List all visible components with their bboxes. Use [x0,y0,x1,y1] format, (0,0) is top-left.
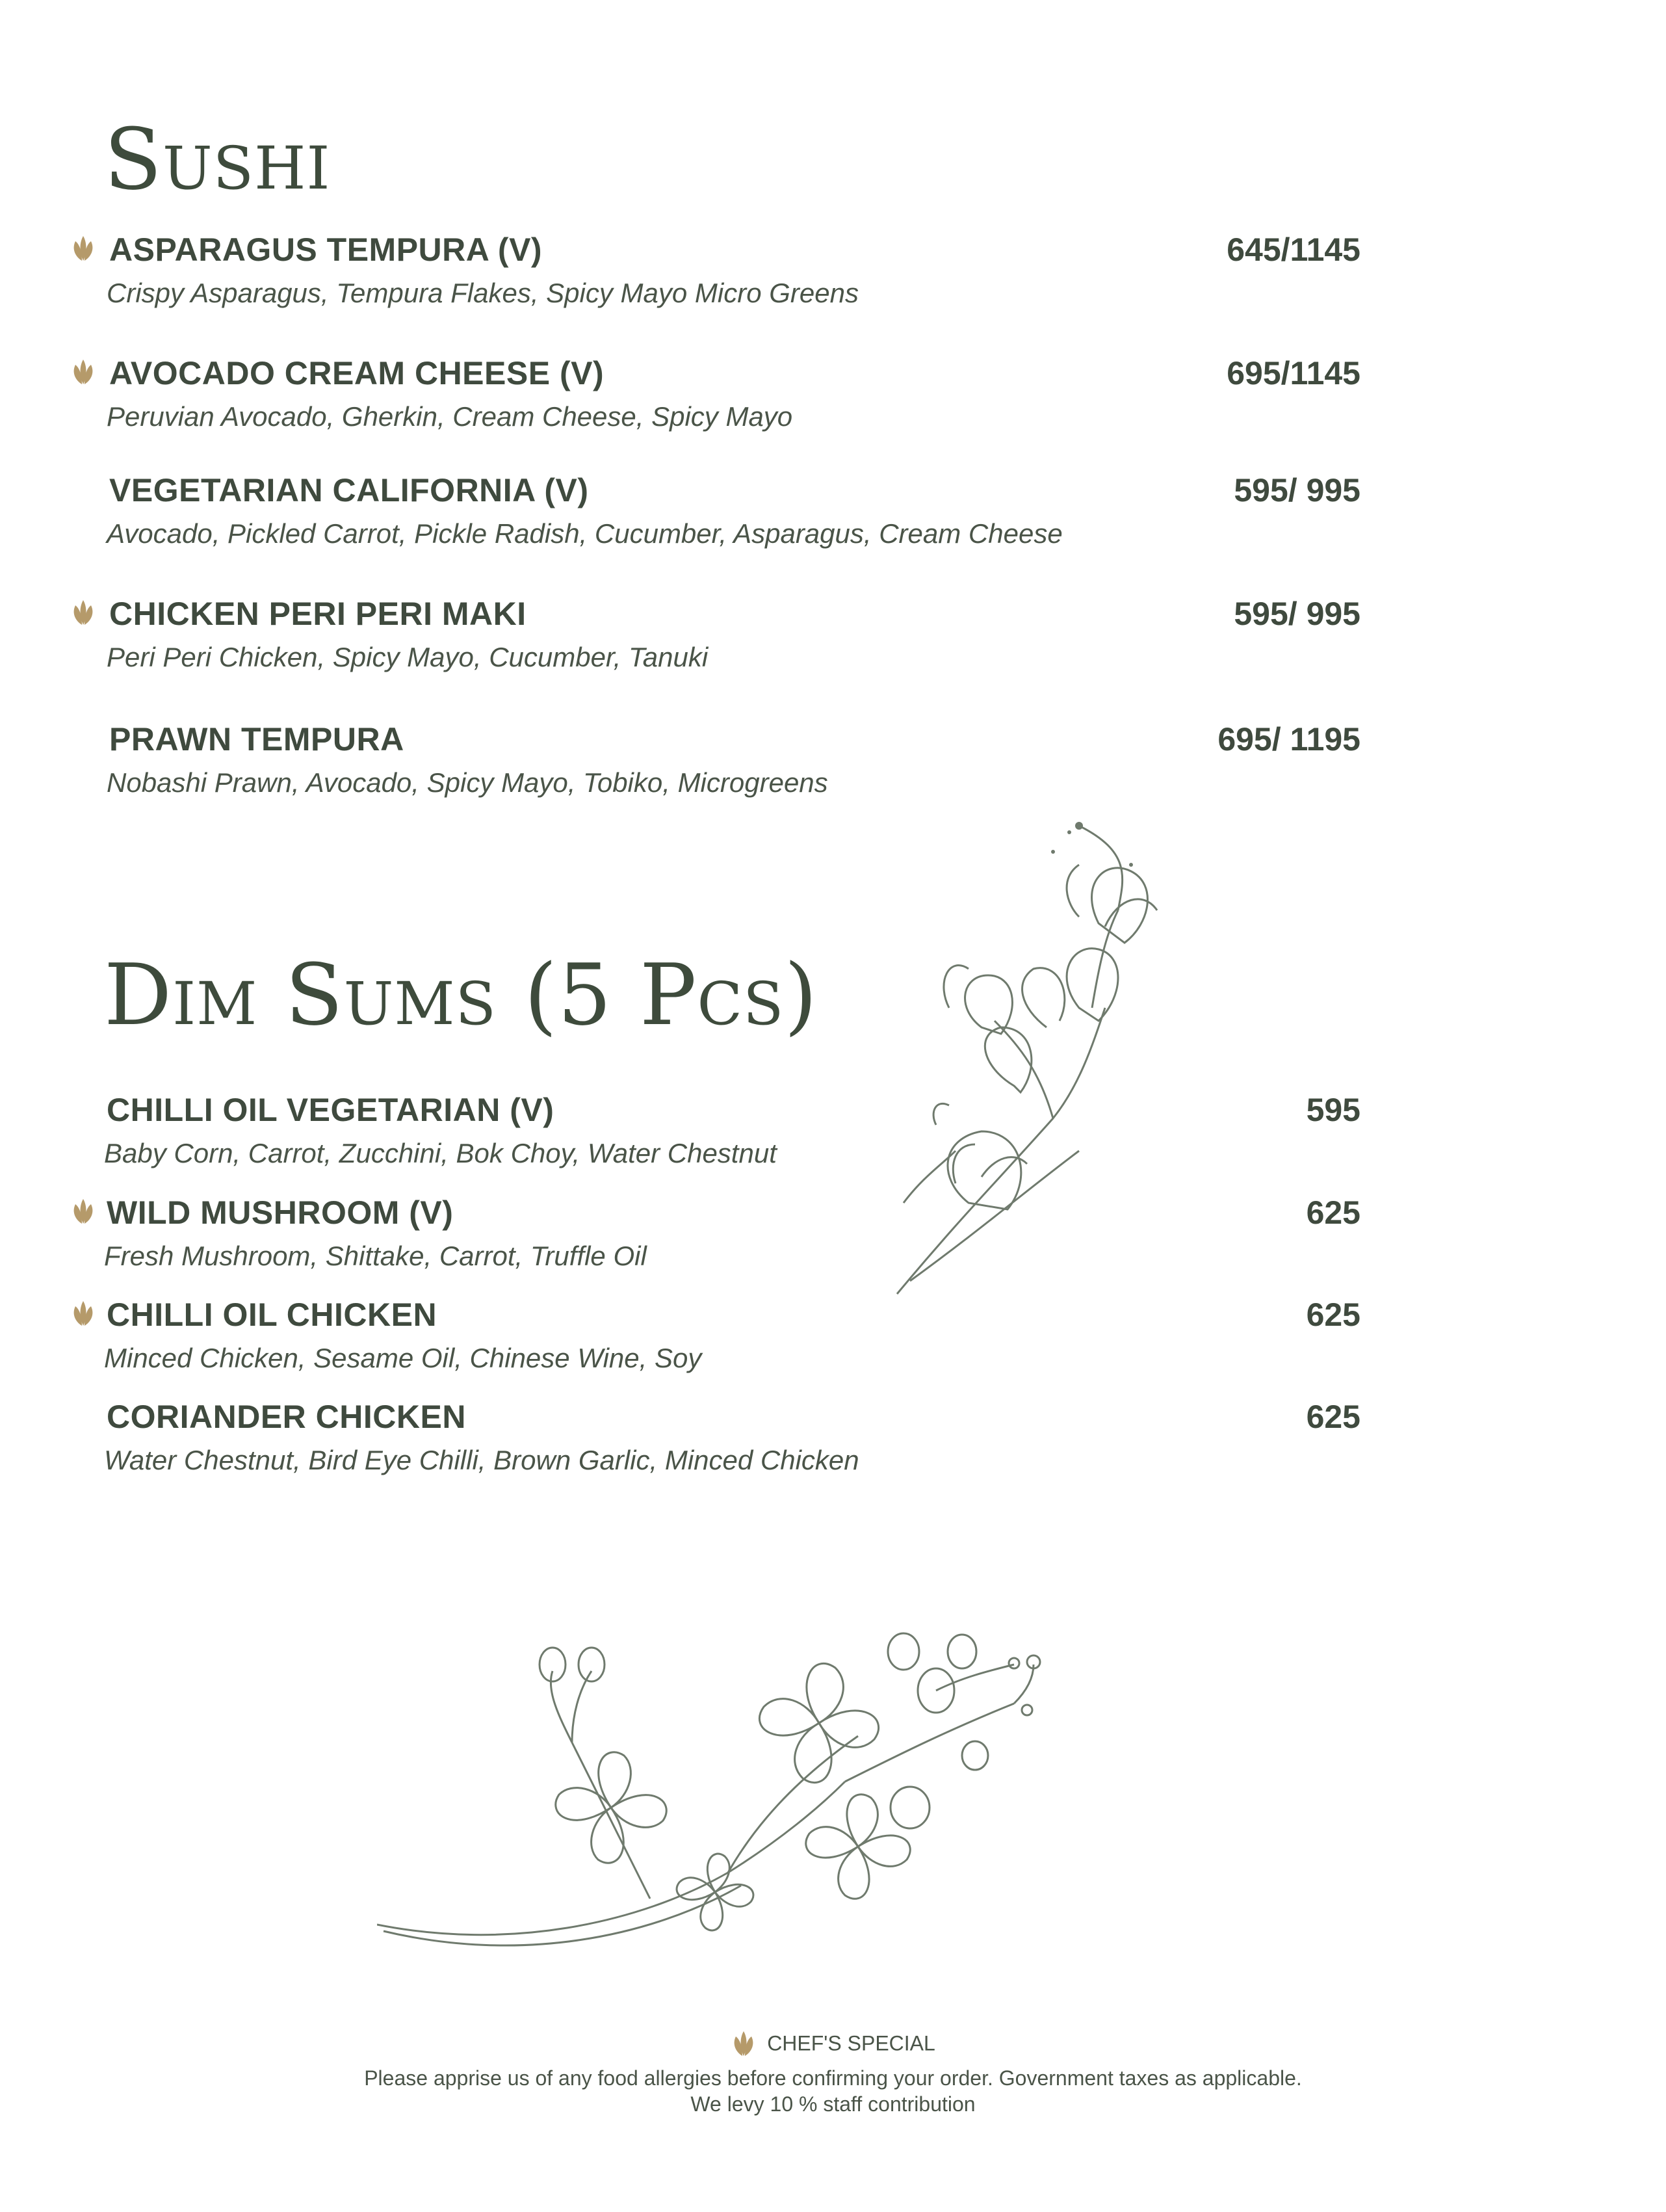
section-title-sushi: Sushi [104,110,331,209]
menu-item-price: 625 [1306,1297,1360,1333]
menu-item-description: Nobashi Prawn, Avocado, Spicy Mayo, Tobiko, Microgreens [107,767,828,798]
menu-item [0,231,1666,322]
menu-item [0,1296,1666,1387]
menu-item [0,354,1666,445]
menu-item-description: Crispy Asparagus, Tempura Flakes, Spicy Mayo Micro Greens [107,278,859,308]
lotus-icon [70,233,96,263]
cherry-blossom-branch-illustration [377,1613,1060,1964]
menu-item-name: CHILLI OIL CHICKEN [107,1297,437,1333]
menu-item [0,1398,1666,1489]
menu-item [0,1091,1666,1182]
menu-item-description: Minced Chicken, Sesame Oil, Chinese Wine, Soy [104,1343,702,1373]
chef-special-label: CHEF'S SPECIAL [767,2031,935,2055]
menu-item-price: 625 [1306,1399,1360,1435]
menu-item-description: Peri Peri Chicken, Spicy Mayo, Cucumber, Tanuki [107,642,709,672]
menu-item [0,595,1666,686]
menu-item-name: CORIANDER CHICKEN [107,1399,466,1435]
menu-item-price: 595 [1306,1092,1360,1128]
menu-item-description: Peruvian Avocado, Gherkin, Cream Cheese, Spicy Mayo [107,401,793,432]
menu-item-name: VEGETARIAN CALIFORNIA (V) [109,472,589,508]
lotus-icon [70,1196,96,1226]
menu-item-description: Fresh Mushroom, Shittake, Carrot, Truffle Oil [104,1241,647,1271]
menu-item-name: CHICKEN PERI PERI MAKI [109,596,527,632]
lotus-icon [731,2029,757,2059]
lotus-icon [70,357,96,387]
menu-item-name: CHILLI OIL VEGETARIAN (V) [107,1092,554,1128]
menu-item-price: 695/1145 [1227,355,1360,391]
staff-contribution-note: We levy 10 % staff contribution [690,2092,976,2116]
menu-item-name: AVOCADO CREAM CHEESE (V) [109,355,605,391]
lotus-icon [70,1298,96,1328]
allergy-note: Please apprise us of any food allergies before confirming your order. Government taxes as applicable. [364,2066,1302,2090]
menu-item-price: 595/ 995 [1234,596,1360,632]
lotus-icon [70,598,96,627]
menu-item-description: Water Chestnut, Bird Eye Chilli, Brown Garlic, Minced Chicken [104,1445,859,1475]
menu-item [0,1194,1666,1285]
chef-special-legend [0,2029,1666,2059]
magnolia-branch-illustration [884,813,1170,1307]
menu-item-price: 695/ 1195 [1217,721,1360,757]
menu-item-price: 595/ 995 [1234,472,1360,508]
menu-item-price: 625 [1306,1194,1360,1231]
menu-item-name: ASPARAGUS TEMPURA (V) [109,231,543,268]
menu-item-name: PRAWN TEMPURA [109,721,404,757]
section-title-dim-sums: Dim Sums (5 Pcs) [104,945,818,1044]
menu-item [0,720,1666,811]
menu-item-price: 645/1145 [1227,231,1360,268]
menu-item-description: Baby Corn, Carrot, Zucchini, Bok Choy, Water Chestnut [104,1138,777,1168]
menu-item-name: WILD MUSHROOM (V) [107,1194,454,1231]
menu-item-description: Avocado, Pickled Carrot, Pickle Radish, Cucumber, Asparagus, Cream Cheese [107,518,1063,549]
menu-item [0,471,1666,562]
